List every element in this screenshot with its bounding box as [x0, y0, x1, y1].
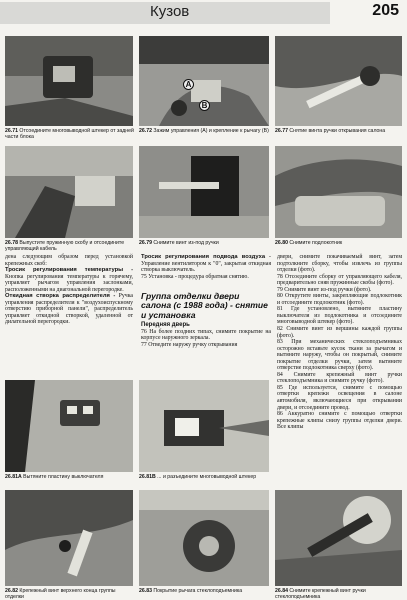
- caption-26-80: 26.80 Снимите подлокотник: [275, 240, 343, 246]
- caption-26-79: 26.79 Снимите винт из-под ручки: [139, 240, 219, 246]
- photo-26-83: [139, 490, 269, 586]
- col3-para-7: 83 При механических стеклоподъемниках осторожно вставьте кусок ткани за рычагом и вытяните наружу, чтобы он покрытый, снимите покрытие отделки ручки, затем вытяните отверстие подлокотника сверху (фото).: [277, 339, 402, 372]
- column-2-text: [141, 254, 271, 280]
- page-title: Кузов: [150, 3, 190, 20]
- photo-26-71: [5, 36, 133, 126]
- photo-26-80: [275, 146, 402, 238]
- label-a-marker: A: [183, 79, 194, 90]
- subheading-front-door: Передняя дверь: [141, 322, 190, 328]
- caption-26-83: 26.83 Покрытие рычага стеклоподъемника: [139, 588, 243, 594]
- col2-para-4: 77 Отведите наружу ручку открывания: [141, 341, 238, 348]
- col2-para-2: 75 Установка - процедура обратная снятию.: [141, 273, 249, 280]
- caption-26-81b: 26.81B ... и разъедините многовыводной штекер: [139, 474, 257, 480]
- col3-para-1: двери, снимите покачиваемый винт, затем подтолкните сборку, чтобы извлечь из группы отделки (фото).: [277, 254, 402, 274]
- col3-para-6: 82 Снимите винт из вершины каждой группы (фото).: [277, 326, 402, 339]
- column-1-text: [5, 254, 133, 326]
- section-heading: Группа отделки двери салона (с 1988 года) - снятие и установка: [141, 291, 268, 320]
- caption-26-78: 26.78 Выпустите пружинную скобу и отсоедините управляющий кабель: [5, 240, 125, 253]
- column-3-text: [277, 254, 402, 431]
- column-2-lower-text: [141, 322, 271, 348]
- col1-para-1: дена следующим образом перед установкой крепежных скоб:: [5, 254, 133, 267]
- col3-para-9: 85 Где используется, снимите с помощью отвертки крепежи освещения в салоне автомобиля, включающиеся при открывании двери, и отсоедините провод.: [277, 384, 402, 411]
- page-header: [0, 0, 407, 28]
- caption-26-84: 26.84 Снимите крепежный винт ручки стеклоподъемника: [275, 588, 366, 600]
- photo-26-72: [139, 36, 269, 126]
- photo-26-78: [5, 146, 133, 238]
- photo-26-82: [5, 490, 133, 586]
- col3-para-8: 84 Снимите крепежный винт ручки стеклоподъемника и снимите ручку (фото).: [277, 371, 402, 385]
- caption-26-71: 26.71 Отсоедините многовыводной штекер от задней части блока: [5, 128, 134, 141]
- caption-26-81a: 26.81A Вытяните пластину выключателя: [5, 474, 104, 480]
- col2-para-3: 76 На более поздних типах, снимите покрытие на корпусе наружного зеркала.: [141, 328, 271, 342]
- caption-26-72: 26.72 Зажим управления (A) и крепление к рычагу (B): [139, 128, 269, 134]
- page-number: 205: [372, 2, 399, 19]
- col1-para-2: Тросик регулирования температуры - Кнопка регулирования температуры к горячему, управляет рычагом управления заслонками, расположенными на диагональной перегородке.: [5, 267, 133, 293]
- col3-para-2: 78 Отсоедините сборку от управляющего кабеля, предварительно сняв пружинные скобы (фото).: [277, 273, 402, 287]
- col2-para-1: Тросик регулирования подвода воздуха - Управление вентилятором к "0", закрытая откидная створка выключатель.: [141, 254, 271, 274]
- photo-26-77: [275, 36, 402, 126]
- col3-para-10: 86 Аккуратно снимите с помощью отвертки крепежные клипы снизу группы отделки двери. Все клипы: [277, 411, 402, 431]
- photo-26-79: [139, 146, 269, 238]
- photo-26-81a: [5, 380, 133, 472]
- col3-para-5: 81 Где установлено, вытяните пластину выключателя из подлокотника и отсоедините многовыводной штекер (фото).: [277, 306, 402, 326]
- col3-para-4: 80 Открутите винты, закрепляющие подлокотник и отсоедините подлокотник (фото).: [277, 293, 402, 306]
- label-b-marker: B: [199, 100, 210, 111]
- col3-para-3: 79 Снимите винт из-под ручки (фото).: [277, 286, 372, 293]
- caption-26-82: 26.82 Крепежный винт верхнего конца группы отделки: [5, 588, 116, 600]
- photo-26-81b: [139, 380, 269, 472]
- col1-para-3: Откидная створка распределителя - Ручка управления распределителя к "воздухоиспускному отверстию приборной панели", распределитель управляет откидной створкой, удаленной от дилательной перегородки.: [5, 293, 134, 326]
- caption-26-77: 26.77 Снятие винта ручки открывания салона: [275, 128, 386, 134]
- photo-26-84: [275, 490, 402, 586]
